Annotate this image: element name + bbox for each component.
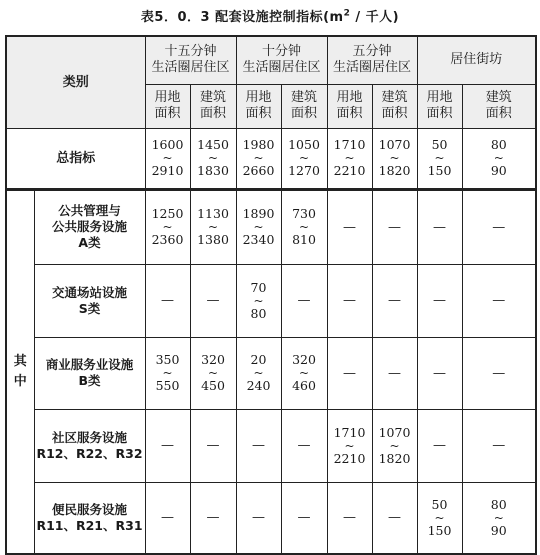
row-label: 社区服务设施 R12、R22、R32: [34, 409, 145, 482]
value-cell: [190, 337, 236, 409]
range-low: 320: [292, 352, 316, 367]
row-label: 商业服务业设施 B类: [34, 337, 145, 409]
detail-table: [5, 189, 537, 555]
range-tilde: ~: [298, 220, 310, 235]
range-tilde: ~: [493, 151, 504, 166]
value-cell: —: [327, 337, 372, 409]
range-low: 1600: [151, 137, 184, 153]
range-tilde: ~: [207, 151, 219, 166]
range-low: 1980: [242, 137, 275, 153]
table-title: 表5．0．3 配套设施控制指标($m^2$ / 千人): [140, 8, 400, 25]
value-cell: —: [417, 409, 462, 482]
range-high: 2210: [333, 163, 366, 179]
range-tilde: ~: [207, 220, 219, 235]
land-area-header: 用地 面积: [417, 84, 462, 128]
range-high: 90: [490, 522, 507, 538]
range-tilde: ~: [162, 366, 173, 380]
range-high: 550: [155, 378, 180, 393]
value-cell: [327, 409, 372, 482]
range-tilde: ~: [298, 366, 310, 380]
row-label: 公共管理与 公共服务设施 A类: [34, 190, 145, 264]
range-tilde: ~: [493, 510, 504, 525]
group-header-block: 居住街坊: [417, 36, 536, 84]
total-value-cell: [190, 128, 236, 189]
total-value-cell: [281, 128, 327, 189]
range-low: 1710: [333, 424, 366, 440]
group-header-5min: 五分钟 生活圈居住区: [327, 36, 417, 84]
range-high: 810: [292, 232, 316, 248]
value-cell: [236, 337, 281, 409]
building-area-header: 建筑 面积: [372, 84, 417, 128]
value-cell: —: [462, 264, 536, 337]
total-value-cell: [417, 128, 462, 189]
range-tilde: ~: [344, 151, 355, 166]
value-cell: —: [190, 482, 236, 554]
value-cell: —: [417, 337, 462, 409]
value-cell: —: [190, 264, 236, 337]
value-cell: —: [462, 337, 536, 409]
table-row: [6, 264, 536, 337]
value-cell: —: [145, 264, 190, 337]
range-high: 1270: [288, 163, 320, 179]
value-cell: [417, 482, 462, 554]
range-low: 730: [292, 206, 316, 222]
total-value-cell: [145, 128, 190, 189]
range-low: 80: [490, 137, 507, 153]
range-tilde: ~: [298, 151, 310, 166]
range-high: 460: [292, 378, 316, 393]
value-cell: —: [236, 409, 281, 482]
range-high: 150: [427, 522, 452, 538]
range-tilde: ~: [253, 293, 264, 308]
range-high: 1820: [378, 450, 411, 466]
value-cell: —: [372, 190, 417, 264]
range-high: 2910: [151, 163, 184, 179]
range-low: 50: [431, 137, 448, 153]
value-cell: —: [281, 482, 327, 554]
range-high: 1820: [378, 163, 411, 179]
range-high: 80: [250, 305, 267, 321]
value-cell: —: [281, 409, 327, 482]
value-cell: [145, 337, 190, 409]
value-cell: [281, 190, 327, 264]
range-high: 2210: [333, 450, 366, 466]
range-low: 50: [431, 496, 448, 512]
group-label-qizhong: 其 中: [6, 190, 34, 554]
table-row: [6, 482, 536, 554]
value-cell: [190, 190, 236, 264]
range-high: 1380: [197, 232, 229, 248]
value-cell: [462, 482, 536, 554]
range-low: 1250: [151, 206, 184, 222]
value-cell: —: [327, 264, 372, 337]
building-area-header: 建筑 面积: [462, 84, 536, 128]
value-cell: [236, 190, 281, 264]
range-tilde: ~: [389, 151, 400, 166]
range-high: 90: [490, 163, 507, 179]
range-low: 70: [250, 279, 267, 295]
range-tilde: ~: [253, 220, 264, 235]
building-area-header: 建筑 面积: [190, 84, 236, 128]
value-cell: —: [462, 409, 536, 482]
range-low: 320: [201, 352, 225, 367]
value-cell: [236, 264, 281, 337]
value-cell: [372, 409, 417, 482]
range-low: 1070: [378, 137, 411, 153]
value-cell: —: [417, 264, 462, 337]
land-area-header: 用地 面积: [145, 84, 190, 128]
building-area-header: 建筑 面积: [281, 84, 327, 128]
total-value-cell: [372, 128, 417, 189]
range-low: 1890: [242, 206, 275, 222]
range-low: 350: [155, 352, 180, 367]
value-cell: —: [372, 264, 417, 337]
range-high: 1830: [197, 163, 229, 179]
range-tilde: ~: [434, 510, 445, 525]
value-cell: —: [281, 264, 327, 337]
range-high: 150: [427, 163, 452, 179]
table-row: [6, 409, 536, 482]
category-header: 类别: [6, 36, 145, 128]
range-tilde: ~: [207, 366, 219, 380]
range-high: 2340: [242, 232, 275, 248]
range-high: 450: [201, 378, 225, 393]
land-area-header: 用地 面积: [236, 84, 281, 128]
total-value-cell: [236, 128, 281, 189]
range-low: 1070: [378, 424, 411, 440]
value-cell: —: [327, 482, 372, 554]
value-cell: [145, 190, 190, 264]
range-tilde: ~: [162, 151, 173, 166]
header-table: [5, 35, 537, 190]
range-tilde: ~: [162, 220, 173, 235]
row-label: 便民服务设施 R11、R21、R31: [34, 482, 145, 554]
range-tilde: ~: [434, 151, 445, 166]
range-low: 1130: [197, 206, 229, 222]
value-cell: —: [327, 190, 372, 264]
value-cell: —: [145, 482, 190, 554]
range-low: 1450: [197, 137, 229, 153]
value-cell: [281, 337, 327, 409]
range-low: 1050: [288, 137, 320, 153]
table-row: [6, 190, 536, 264]
group-header-10min: 十分钟 生活圈居住区: [236, 36, 327, 84]
value-cell: —: [372, 337, 417, 409]
table-row: [6, 337, 536, 409]
range-low: 80: [490, 496, 507, 512]
value-cell: —: [462, 190, 536, 264]
range-tilde: ~: [344, 438, 355, 453]
value-cell: —: [236, 482, 281, 554]
range-tilde: ~: [253, 366, 264, 380]
total-label: 总指标: [6, 128, 145, 189]
range-low: 20: [250, 352, 267, 367]
range-low: 1710: [333, 137, 366, 153]
value-cell: —: [417, 190, 462, 264]
value-cell: —: [372, 482, 417, 554]
row-label: 交通场站设施 S类: [34, 264, 145, 337]
total-value-cell: [327, 128, 372, 189]
total-value-cell: [462, 128, 536, 189]
range-high: 2360: [151, 232, 184, 248]
range-high: 240: [246, 378, 271, 393]
range-high: 2660: [242, 163, 275, 179]
range-tilde: ~: [389, 438, 400, 453]
group-header-15min: 十五分钟 生活圈居住区: [145, 36, 236, 84]
value-cell: —: [145, 409, 190, 482]
range-tilde: ~: [253, 151, 264, 166]
land-area-header: 用地 面积: [327, 84, 372, 128]
value-cell: —: [190, 409, 236, 482]
